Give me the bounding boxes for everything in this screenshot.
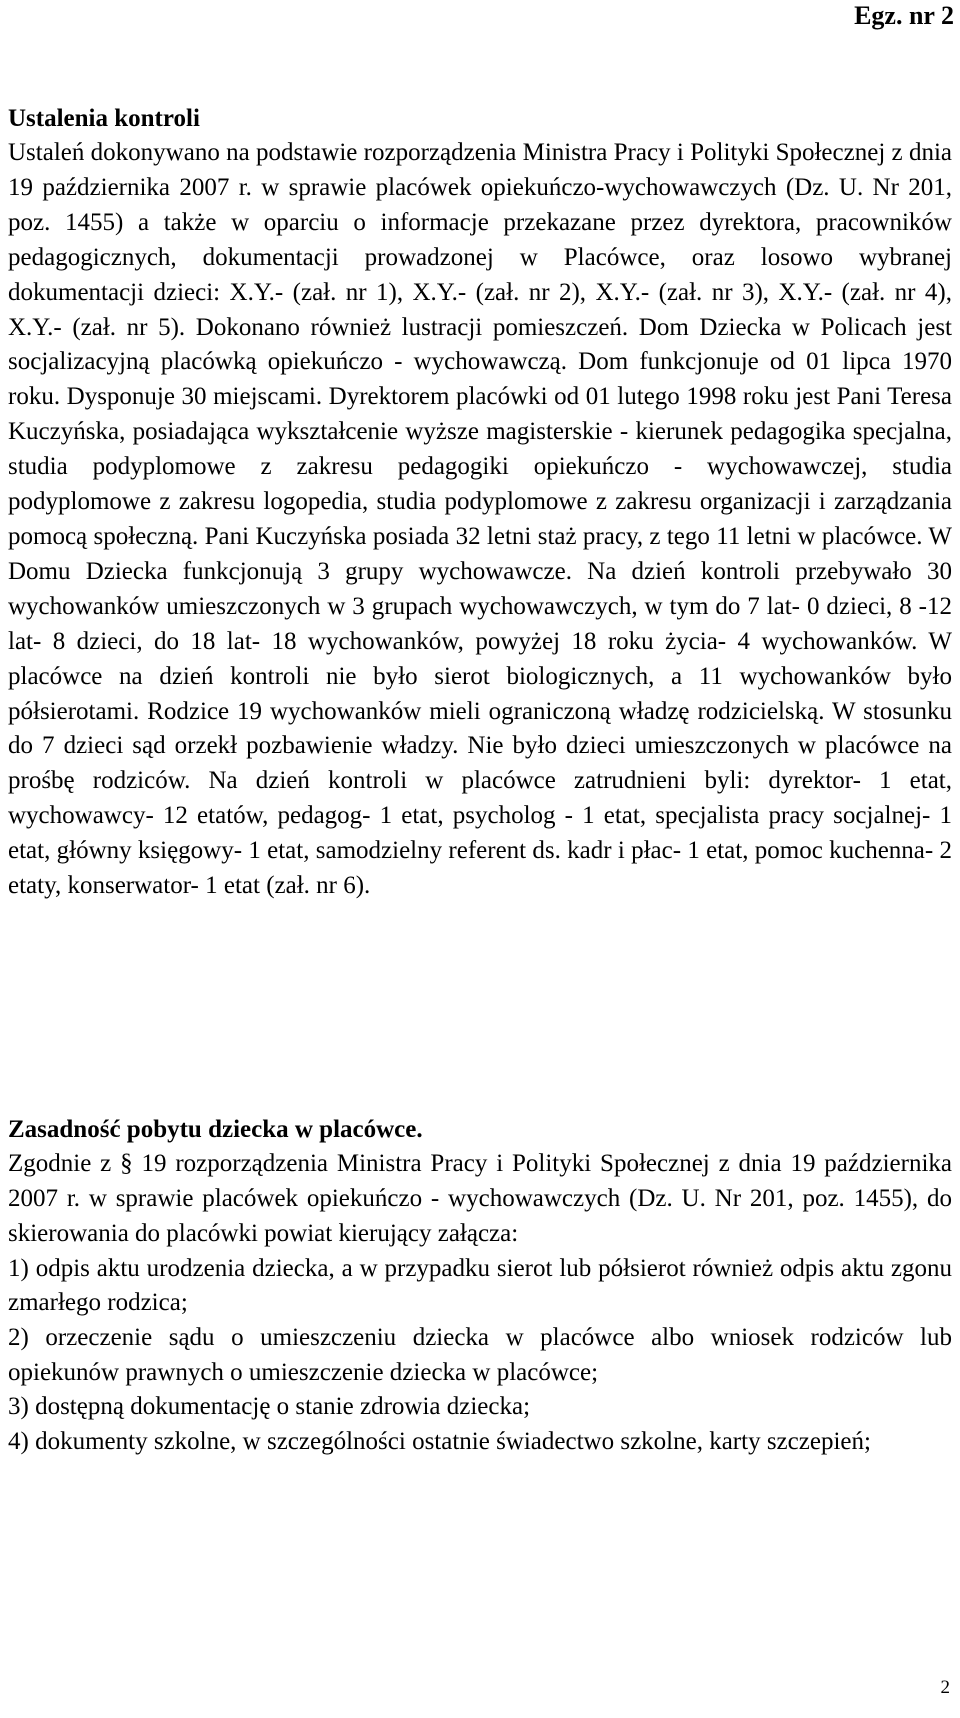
section-zasadnosc-pobytu	[8, 1113, 952, 1459]
section-ustalenia-kontroli	[8, 102, 952, 904]
required-documents-list	[8, 1252, 952, 1460]
list-item: 1) odpis aktu urodzenia dziecka, a w przypadku sierot lub półsierot również odpis aktu zgonu zmarłego rodzica;	[8, 1254, 952, 1317]
section-heading-ustalenia: Ustalenia kontroli	[8, 105, 200, 132]
page-number: 2	[940, 1677, 950, 1698]
section-intro-zasadnosc: Zgodnie z § 19 rozporządzenia Ministra Pracy i Polityki Społecznej z dnia 19 października 2007 r. w sprawie placówek opiekuńczo - wychowawczych (Dz. U. Nr 201, poz. 1455), do skierowania do placówki powiat kierujący załącza:	[8, 1150, 952, 1247]
section-body-ustalenia: Ustaleń dokonywano na podstawie rozporządzenia Ministra Pracy i Polityki Społecznej z dnia 19 października 2007 r. w sprawie placówek opiekuńczo-wychowawczych (Dz. U. Nr 201, poz. 1455) a także w oparciu o informacje przekazane przez dyrektora, pracowników pedagogicznych, dokumentacji prowadzonej w Placówce, oraz losowo wybranej dokumentacji dzieci: X.Y.- (zał. nr 1), X.Y.- (zał. nr 2), X.Y.- (zał. nr 3), X.Y.- (zał. nr 4), X.Y.- (zał. nr 5). Dokonano również lustracji pomieszczeń. Dom Dziecka w Policach jest socjalizacyjną placówką opiekuńczo - wychowawczą. Dom funkcjonuje od 01 lipca 1970 roku. Dysponuje 30 miejscami. Dyrektorem placówki od 01 lutego 1998 roku jest Pani Teresa Kuczyńska, posiadająca wykształcenie wyższe magisterskie - kierunek pedagogika specjalna, studia podyplomowe z zakresu pedagogiki opiekuńczo - wychowawczej, studia podyplomowe z zakresu logopedia, studia podyplomowe z zakresu organizacji i zarządzania pomocą społeczną. Pani Kuczyńska posiada 32 letni staż pracy, z tego 11 letni w placówce. W Domu Dziecka funkcjonują 3 grupy wychowawcze. Na dzień kontroli przebywało 30 wychowanków umieszczonych w 3 grupach wychowawczych, w tym do 7 lat- 0 dzieci, 8 -12 lat- 8 dzieci, do 18 lat- 18 wychowanków, powyżej 18 roku życia- 4 wychowanków. W placówce na dzień kontroli nie było sierot biologicznych, a 11 wychowanków było półsierotami. Rodzice 19 wychowanków mieli ograniczoną władzę rodzicielską. W stosunku do 7 dzieci sąd orzekł pozbawienie władzy. Nie było dzieci umieszczonych w placówce na prośbę rodziców. Na dzień kontroli w placówce zatrudnieni byli: dyrektor- 1 etat, wychowawcy- 12 etatów, pedagog- 1 etat, psycholog - 1 etat, specjalista pracy socjalnej- 1 etat, główny księgowy- 1 etat, samodzielny referent ds. kadr i płac- 1 etat, pomoc kuchenna- 2 etaty, konserwator- 1 etat (zał. nr 6).	[8, 139, 952, 900]
list-item: 3) dostępną dokumentację o stanie zdrowia dziecka;	[8, 1393, 531, 1421]
list-item: 4) dokumenty szkolne, w szczególności ostatnie świadectwo szkolne, karty szczepień;	[8, 1427, 871, 1455]
section-heading-zasadnosc: Zasadność pobytu dziecka w placówce.	[8, 1116, 423, 1143]
copy-number-label: Egz. nr 2	[854, 1, 954, 30]
list-item: 2) orzeczenie sądu o umieszczeniu dziecka w placówce albo wniosek rodziców lub opiekunów prawnych o umieszczenie dziecka w placówce;	[8, 1323, 952, 1386]
